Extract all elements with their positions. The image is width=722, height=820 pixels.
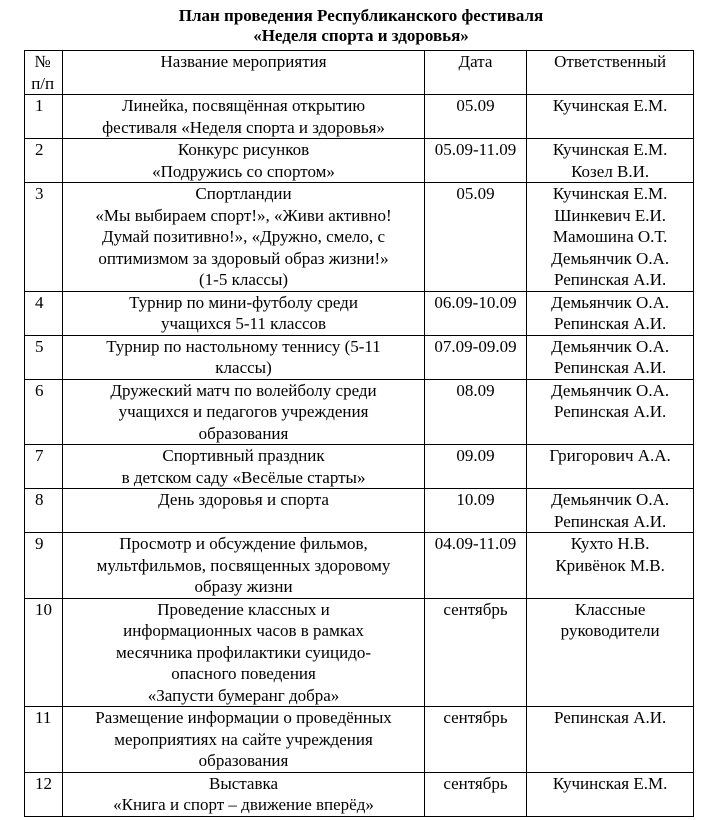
row-number: 2 — [25, 139, 63, 183]
title-line-1: План проведения Республиканского фестиваля — [178, 6, 544, 25]
row-number: 10 — [25, 598, 63, 707]
event-responsible — [527, 379, 694, 445]
row-number: 1 — [25, 95, 63, 139]
event-date: сентябрь — [424, 598, 527, 707]
event-name — [63, 533, 424, 599]
responsible-person: Демьянчик О.А. — [551, 248, 670, 268]
event-name — [63, 291, 424, 335]
event-name-line: «Запусти бумеранг добра» — [147, 685, 340, 705]
event-name — [63, 335, 424, 379]
event-date: 05.09 — [424, 95, 527, 139]
event-name-line: учащихся 5-11 классов — [160, 314, 327, 333]
event-name-line: Конкурс рисунков — [177, 140, 310, 159]
table-row — [25, 707, 694, 773]
event-name — [63, 489, 424, 533]
table-body — [25, 95, 694, 817]
row-number: 6 — [25, 379, 63, 445]
event-name-line: «Книга и спорт – движение вперёд» — [113, 795, 374, 814]
responsible-person: Кучинская Е.М. — [552, 96, 668, 115]
responsible-person: Репинская А.И. — [553, 358, 667, 377]
table-header-row — [25, 51, 694, 95]
header-date: Дата — [424, 51, 527, 95]
table-row — [25, 139, 694, 183]
event-name-line: классы) — [215, 358, 272, 377]
event-name-line: Размещение информации о проведённых — [95, 708, 392, 727]
event-name — [63, 772, 424, 816]
row-number: 4 — [25, 291, 63, 335]
responsible-person: Демьянчик О.А. — [551, 490, 670, 509]
document-title — [0, 6, 722, 46]
responsible-person: Демьянчик О.А. — [551, 292, 670, 312]
event-name-line: опасного поведения — [171, 664, 316, 683]
event-responsible — [527, 183, 694, 292]
event-name-line: Турнир по мини-футболу среди — [129, 292, 358, 312]
table-row — [25, 379, 694, 445]
responsible-person: Демьянчик О.А. — [551, 336, 670, 356]
event-date: 06.09-10.09 — [424, 291, 527, 335]
row-number: 5 — [25, 335, 63, 379]
event-name-line: Линейка, посвящённая открытию — [121, 96, 366, 115]
event-date: 08.09 — [424, 379, 527, 445]
responsible-person: Кучинская Е.М. — [552, 140, 668, 159]
table-row — [25, 183, 694, 292]
responsible-person: Кухто Н.В. — [570, 534, 650, 553]
event-responsible — [527, 489, 694, 533]
event-responsible — [527, 707, 694, 773]
event-name — [63, 139, 424, 183]
responsible-person: Мамошина О.Т. — [552, 227, 668, 246]
row-number: 7 — [25, 445, 63, 489]
event-name — [63, 707, 424, 773]
event-name-line: Турнир по настольному теннису (5-11 — [106, 336, 381, 356]
event-name-line: Проведение классных и — [157, 599, 330, 619]
row-number: 9 — [25, 533, 63, 599]
event-responsible — [527, 139, 694, 183]
responsible-person: Шинкевич Е.И. — [554, 205, 667, 225]
event-name-line: День здоровья и спорта — [158, 490, 329, 509]
event-date: 05.09 — [424, 183, 527, 292]
event-name-line: фестиваля «Неделя спорта и здоровья» — [102, 117, 385, 137]
responsible-person: Репинская А.И. — [553, 708, 667, 727]
responsible-person: Демьянчик О.А. — [551, 380, 670, 400]
header-num-line: № — [34, 52, 51, 71]
event-date: сентябрь — [424, 772, 527, 816]
event-date: 05.09-11.09 — [424, 139, 527, 183]
event-date: сентябрь — [424, 707, 527, 773]
responsible-person: руководители — [560, 621, 660, 640]
event-name-line: «Мы выбираем спорт!», «Живи активно! — [95, 205, 392, 225]
table-row — [25, 335, 694, 379]
table-row — [25, 489, 694, 533]
event-name-line: месячника профилактики суицидо- — [116, 642, 371, 662]
event-name-line: образования — [198, 751, 289, 770]
event-name-line: Спортивный праздник — [162, 446, 325, 465]
responsible-person: Репинская А.И. — [553, 314, 667, 333]
responsible-person: Кучинская Е.М. — [552, 184, 668, 203]
event-name-line: мультфильмов, посвященных здоровому — [96, 555, 391, 575]
event-date: 10.09 — [424, 489, 527, 533]
event-name-line: мероприятиях на сайте учреждения — [114, 729, 373, 749]
title-line-2: «Неделя спорта и здоровья» — [253, 26, 469, 45]
header-num — [25, 51, 63, 95]
responsible-person: Репинская А.И. — [553, 270, 667, 289]
header-num-line: п/п — [31, 73, 55, 93]
event-name-line: Спортландии — [195, 184, 292, 203]
event-responsible — [527, 533, 694, 599]
table-row — [25, 445, 694, 489]
event-name-line: в детском саду «Весёлые старты» — [121, 467, 366, 487]
event-name-line: оптимизмом за здоровый образ жизни!» — [98, 248, 389, 268]
event-date: 07.09-09.09 — [424, 335, 527, 379]
table-row — [25, 291, 694, 335]
table-row — [25, 533, 694, 599]
table-row — [25, 772, 694, 816]
event-name — [63, 183, 424, 292]
event-name — [63, 445, 424, 489]
responsible-person: Классные — [574, 599, 646, 619]
event-responsible — [527, 445, 694, 489]
event-name-line: информационных часов в рамках — [123, 621, 364, 640]
responsible-person: Григорович А.А. — [549, 446, 671, 465]
event-responsible — [527, 291, 694, 335]
event-responsible — [527, 335, 694, 379]
event-name-line: Дружеский матч по волейболу среди — [110, 380, 377, 400]
responsible-person: Кучинская Е.М. — [552, 773, 668, 793]
header-name: Название мероприятия — [63, 51, 424, 95]
event-name — [63, 598, 424, 707]
event-name-line: образования — [198, 423, 289, 443]
table-row — [25, 95, 694, 139]
row-number: 12 — [25, 772, 63, 816]
events-table — [24, 50, 694, 817]
event-name-line: Просмотр и обсуждение фильмов, — [119, 534, 368, 553]
event-date: 04.09-11.09 — [424, 533, 527, 599]
event-name-line: Выставка — [208, 773, 279, 793]
row-number: 3 — [25, 183, 63, 292]
event-name — [63, 95, 424, 139]
row-number: 11 — [25, 707, 63, 773]
event-responsible — [527, 598, 694, 707]
responsible-person: Репинская А.И. — [553, 511, 667, 531]
event-name-line: учащихся и педагогов учреждения — [118, 402, 369, 421]
event-date: 09.09 — [424, 445, 527, 489]
event-name — [63, 379, 424, 445]
event-responsible — [527, 95, 694, 139]
event-responsible — [527, 772, 694, 816]
responsible-person: Репинская А.И. — [553, 402, 667, 421]
row-number: 8 — [25, 489, 63, 533]
responsible-person: Кривёнок М.В. — [555, 555, 665, 575]
header-responsible: Ответственный — [527, 51, 694, 95]
event-name-line: (1-5 классы) — [199, 270, 289, 289]
event-name-line: Думай позитивно!», «Дружно, смело, с — [102, 227, 386, 246]
event-name-line: «Подружись со спортом» — [152, 161, 335, 181]
event-name-line: образу жизни — [194, 577, 293, 596]
table-row — [25, 598, 694, 707]
responsible-person: Козел В.И. — [571, 161, 650, 181]
